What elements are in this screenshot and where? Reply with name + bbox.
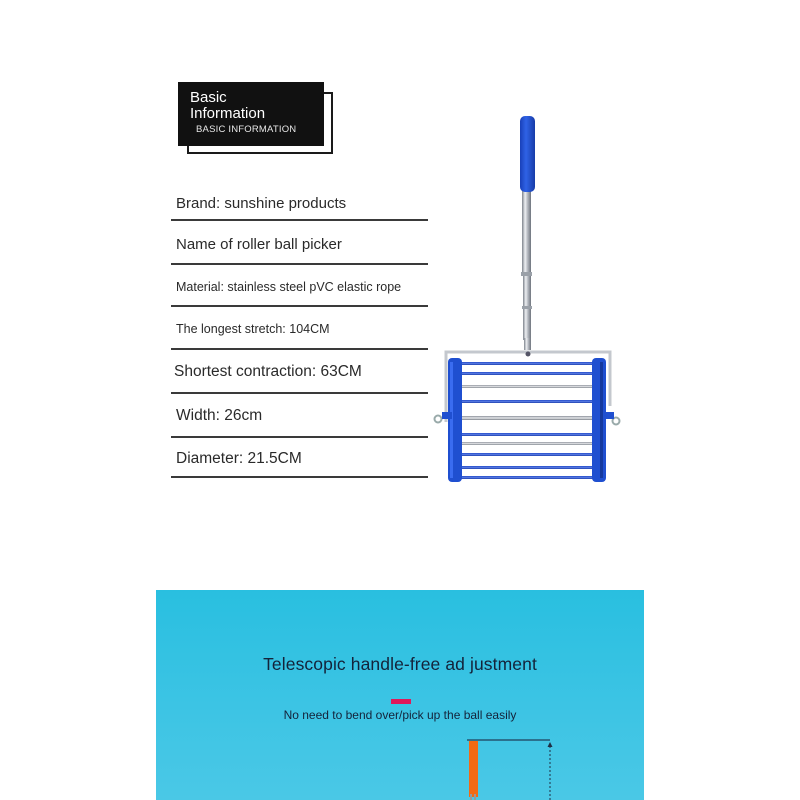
arrow-up-icon [548,742,553,747]
feature-title: Telescopic handle-free ad justment [263,654,537,674]
spec-row-material: Material: stainless steel pVC elastic rope [171,265,428,307]
telescopic-handle [521,190,532,350]
feature-subtitle: No need to bend over/pick up the ball easily [283,708,517,722]
roller-cage [442,358,614,482]
header-badge [178,82,324,146]
accent-bar [391,699,411,704]
spec-row-brand: Brand: sunshine products [171,185,428,221]
handle-grip [520,116,535,192]
spec-row-width: Width: 26cm [171,394,428,438]
header-title: Basic Information [190,89,266,122]
spec-row-name: Name of roller ball picker [171,221,428,265]
feature-panel [156,590,644,800]
height-diagram [456,738,566,800]
spec-row-longest-stretch: The longest stretch: 104CM [171,307,428,350]
spec-list [171,185,428,478]
product-image [430,110,630,490]
spec-row-diameter: Diameter: 21.5CM [171,438,428,478]
spec-row-shortest-contraction: Shortest contraction: 63CM [171,350,428,394]
header-subtitle: BASIC INFORMATION [196,124,297,135]
orange-handle [469,741,478,797]
